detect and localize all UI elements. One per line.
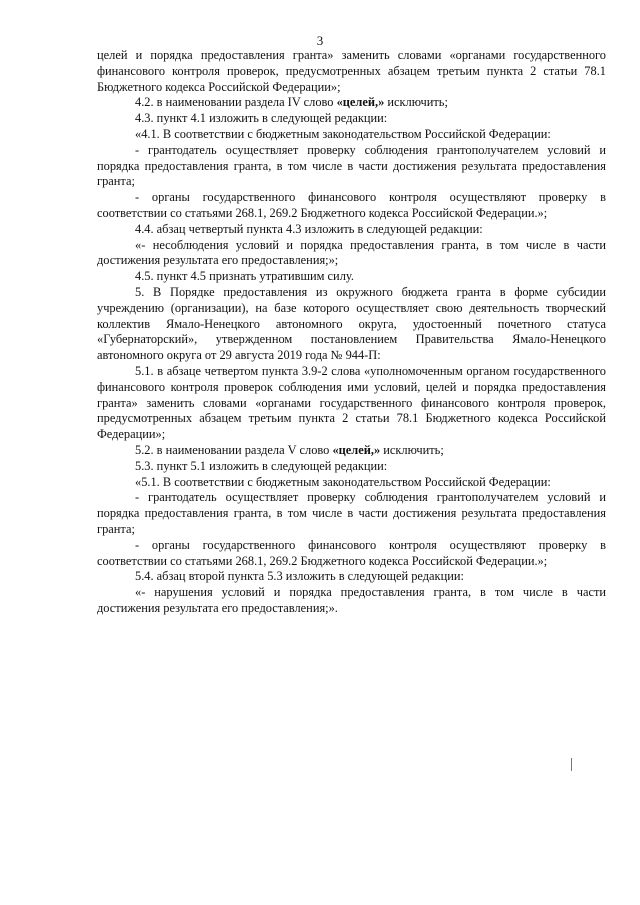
paragraph: - органы государственного финансового контроля осуществляют проверку в соответствии со статьями 268.1, 269.2 Бюджетного кодекса Российской Федерации.»; xyxy=(97,190,606,220)
paragraph: целей и порядка предоставления гранта» заменить словами «органами государственного финансового контроля проверок, предусмотренных абзацем третьим пункта 2 статьи 78.1 Бюджетного кодекса Российской Федерации»; xyxy=(97,48,606,94)
paragraph: «5.1. В соответствии с бюджетным законодательством Российской Федерации: xyxy=(135,474,551,489)
page-number: 3 xyxy=(316,33,324,48)
paragraph: 4.5. пункт 4.5 признать утратившим силу. xyxy=(135,269,354,284)
paragraph: 4.3. пункт 4.1 изложить в следующей редакции: xyxy=(135,111,388,126)
paragraph: - грантодатель осуществляет проверку соблюдения грантополучателем условий и порядка предоставления гранта, в том числе в части достижения результата предоставления гранта; xyxy=(97,490,606,536)
paragraph: - грантодатель осуществляет проверку соблюдения грантополучателем условий и порядка предоставления гранта, в том числе в части достижения результата предоставления гранта; xyxy=(97,142,606,189)
paragraph: «4.1. В соответствии с бюджетным законодательством Российской Федерации: xyxy=(135,126,551,141)
paragraph: 5.4. абзац второй пункта 5.3 изложить в следующей редакции: xyxy=(135,569,464,584)
paragraph: «- несоблюдения условий и порядка предоставления гранта, в том числе в части достижения результата его предоставления;»; xyxy=(97,237,606,268)
bold-word: «целей,» xyxy=(336,95,385,110)
paragraph: 4.2. в наименовании раздела IV слово «целей,» исключить; xyxy=(135,95,448,110)
bold-word: «целей,» xyxy=(332,442,381,457)
paragraph: 5.3. пункт 5.1 изложить в следующей редакции: xyxy=(135,458,388,473)
paragraph: 5.1. в абзаце четвертом пункта 3.9-2 слова «уполномоченным органом государственного финансового контроля проверок соблюдения ими условий, целей и порядка предоставления гранта» заменить словами «органами государственного финансового контроля проверок, предусмотренных абзацем третьим пункта 2 статьи 78.1 Бюджетного кодекса Российской Федерации»; xyxy=(97,363,606,442)
paragraph: 4.4. абзац четвертый пункта 4.3 изложить в следующей редакции: xyxy=(135,221,483,236)
paragraph: 5. В Порядке предоставления из окружного бюджета гранта в форме субсидии учреждению (организации), на базе которого осуществляет свою деятельность творческий коллектив Ямало-Ненецкого автономного округа, удостоенный почетного статуса «Губернаторский», утвержденном постановлением Правительства Ямало-Ненецкого автономного округа от 29 августа 2019 года № 944-П: xyxy=(97,284,606,363)
document-body xyxy=(97,48,606,617)
paragraph: 5.2. в наименовании раздела V слово «целей,» исключить; xyxy=(135,442,444,457)
margin-mark xyxy=(571,758,572,771)
paragraph: «- нарушения условий и порядка предоставления гранта, в том числе в части достижения результата его предоставления;». xyxy=(97,585,606,615)
paragraph: - органы государственного финансового контроля осуществляют проверку в соответствии со статьями 268.1, 269.2 Бюджетного кодекса Российской Федерации.»; xyxy=(97,537,606,568)
